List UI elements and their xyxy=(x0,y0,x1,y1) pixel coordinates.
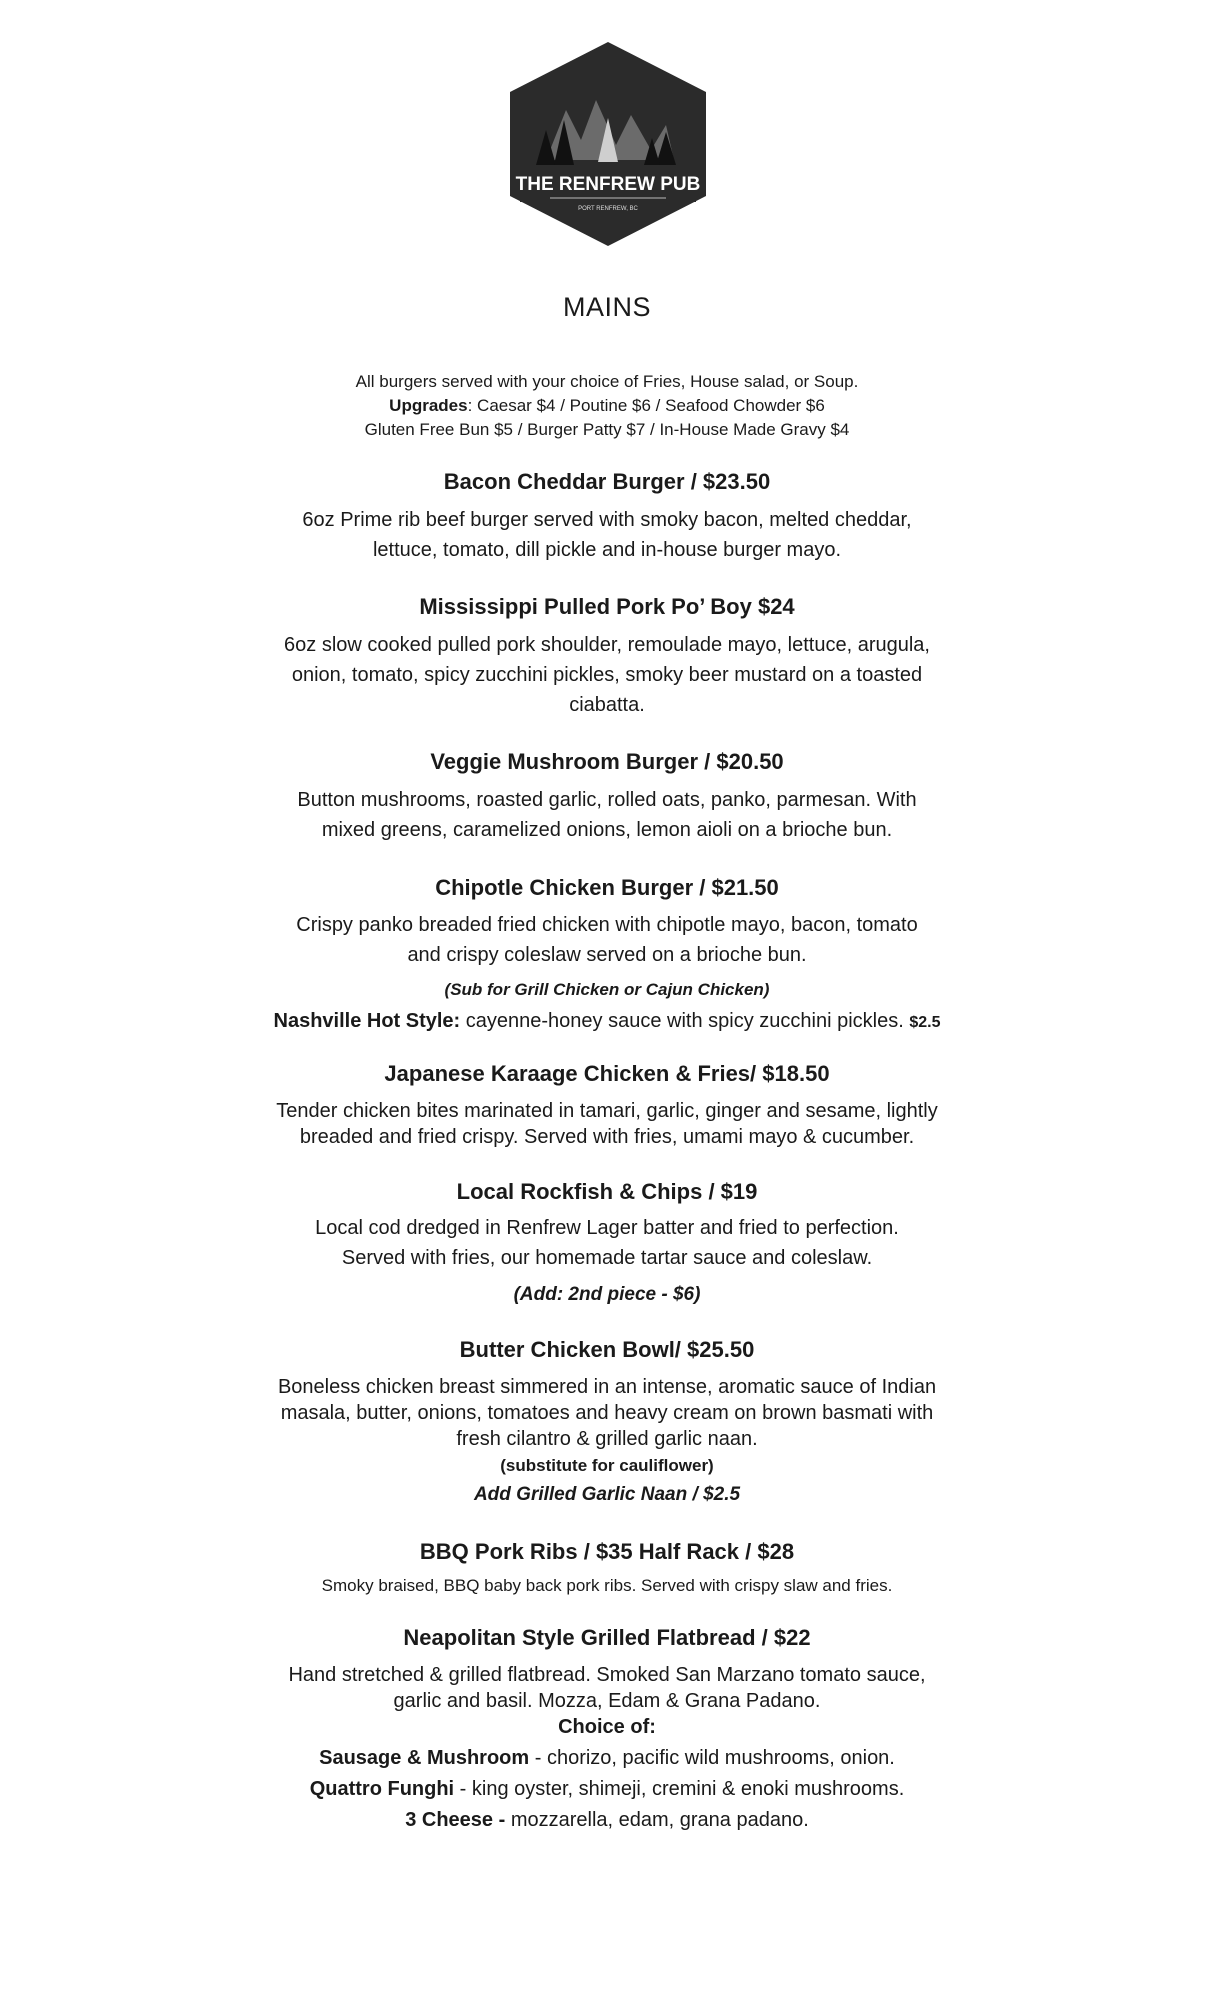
item-desc xyxy=(0,1662,1214,1714)
menu-item xyxy=(0,1336,1214,1364)
desc-line: Hand stretched & grilled flatbread. Smoked San Marzano tomato sauce, xyxy=(288,1664,926,1686)
item-title: Bacon Cheddar Burger / $23.50 xyxy=(443,469,771,494)
desc-line: 6oz slow cooked pulled pork shoulder, remoulade mayo, lettuce, arugula, xyxy=(284,634,930,656)
desc-line: Smoky braised, BBQ baby back pork ribs. Served with crispy slaw and fries. xyxy=(321,1576,893,1595)
choice-text: - king oyster, shimeji, cremini & enoki mushrooms. xyxy=(454,1778,905,1800)
intro-line-2 xyxy=(0,394,1214,418)
intro-line-1: All burgers served with your choice of Fries, House salad, or Soup. xyxy=(355,372,859,391)
menu-item xyxy=(0,468,1214,496)
renfrew-pub-logo xyxy=(506,40,710,248)
desc-line: mixed greens, caramelized onions, lemon aioli on a brioche bun. xyxy=(321,819,893,841)
intro xyxy=(0,370,1214,442)
item-note: (Add: 2nd piece - $6) xyxy=(513,1284,701,1305)
choice-text: - chorizo, pacific wild mushrooms, onion. xyxy=(529,1747,895,1769)
choice-label-text: Choice of: xyxy=(558,1716,656,1738)
item-desc xyxy=(0,1098,1214,1150)
desc-line: Served with fries, our homemade tartar sauce and coleslaw. xyxy=(341,1247,873,1269)
item-title: BBQ Pork Ribs / $35 Half Rack / $28 xyxy=(419,1539,795,1564)
choice-name: Sausage & Mushroom xyxy=(319,1747,530,1769)
item-note: (Sub for Grill Chicken or Cajun Chicken) xyxy=(444,980,770,999)
desc-line: and crispy coleslaw served on a brioche bun. xyxy=(407,944,807,966)
choice-name: Quattro Funghi xyxy=(309,1778,455,1800)
logo-name: THE RENFREW PUB xyxy=(515,174,701,195)
desc-line: fresh cilantro & grilled garlic naan. xyxy=(456,1428,758,1450)
item-desc xyxy=(0,785,1214,845)
desc-line: Crispy panko breaded fried chicken with chipotle mayo, bacon, tomato xyxy=(296,914,918,936)
choice-item xyxy=(0,1743,1214,1773)
item-title: Mississippi Pulled Pork Po’ Boy $24 xyxy=(419,594,795,619)
choice-item xyxy=(0,1805,1214,1835)
choice-name: 3 Cheese - xyxy=(405,1809,506,1831)
choice-text: mozzarella, edam, grana padano. xyxy=(505,1809,809,1831)
desc-line: 6oz Prime rib beef burger served with smoky bacon, melted cheddar, xyxy=(302,509,912,531)
item-desc xyxy=(0,1374,1214,1452)
item-desc xyxy=(0,1574,1214,1598)
menu-item xyxy=(0,748,1214,776)
desc-line: garlic and basil. Mozza, Edam & Grana Padano. xyxy=(393,1690,821,1712)
nashville-label: Nashville Hot Style: xyxy=(273,1010,461,1032)
nashville-price: $2.5 xyxy=(909,1014,941,1031)
desc-line: onion, tomato, spicy zucchini pickles, smoky beer mustard on a toasted xyxy=(291,664,923,686)
item-desc xyxy=(0,910,1214,970)
desc-line: breaded and fried crispy. Served with fries, umami mayo & cucumber. xyxy=(299,1126,915,1148)
item-addon: Add Grilled Garlic Naan / $2.5 xyxy=(473,1484,741,1505)
menu-item xyxy=(0,874,1214,902)
item-desc xyxy=(0,630,1214,720)
choice-label xyxy=(0,1712,1214,1742)
item-title: Local Rockfish & Chips / $19 xyxy=(456,1179,758,1204)
upgrades-text: : Caesar $4 / Poutine $6 / Seafood Chowder $6 xyxy=(467,396,825,415)
item-title: Veggie Mushroom Burger / $20.50 xyxy=(430,749,784,774)
desc-line: masala, butter, onions, tomatoes and heavy cream on brown basmati with xyxy=(280,1402,934,1424)
menu-item xyxy=(0,593,1214,621)
item-desc xyxy=(0,505,1214,565)
item-title: Butter Chicken Bowl/ $25.50 xyxy=(459,1337,755,1362)
menu-item xyxy=(0,1624,1214,1652)
menu-item xyxy=(0,1538,1214,1566)
menu-item xyxy=(0,1060,1214,1088)
desc-line: Tender chicken bites marinated in tamari, garlic, ginger and sesame, lightly xyxy=(276,1100,938,1122)
nashville-text: cayenne-honey sauce with spicy zucchini pickles. xyxy=(460,1010,910,1032)
desc-line: lettuce, tomato, dill pickle and in-house burger mayo. xyxy=(372,539,842,561)
desc-line: Button mushrooms, roasted garlic, rolled oats, panko, parmesan. With xyxy=(297,789,917,811)
logo-location: PORT RENFREW, BC xyxy=(578,206,638,212)
item-title: Japanese Karaage Chicken & Fries/ $18.50 xyxy=(384,1061,830,1086)
item-title: Neapolitan Style Grilled Flatbread / $22 xyxy=(403,1625,811,1650)
nashville-line xyxy=(0,1006,1214,1038)
item-title: Chipotle Chicken Burger / $21.50 xyxy=(435,875,779,900)
desc-line: Local cod dredged in Renfrew Lager batter and fried to perfection. xyxy=(315,1217,899,1239)
item-desc xyxy=(0,1213,1214,1273)
menu-item xyxy=(0,1178,1214,1206)
choice-item xyxy=(0,1774,1214,1804)
desc-line: Boneless chicken breast simmered in an intense, aromatic sauce of Indian xyxy=(277,1376,937,1398)
intro-line-3: Gluten Free Bun $5 / Burger Patty $7 / In-House Made Gravy $4 xyxy=(364,420,850,439)
section-title: MAINS xyxy=(562,292,651,322)
upgrades-label: Upgrades xyxy=(389,396,468,415)
item-note: (substitute for cauliflower) xyxy=(500,1456,714,1475)
desc-line: ciabatta. xyxy=(569,694,645,716)
